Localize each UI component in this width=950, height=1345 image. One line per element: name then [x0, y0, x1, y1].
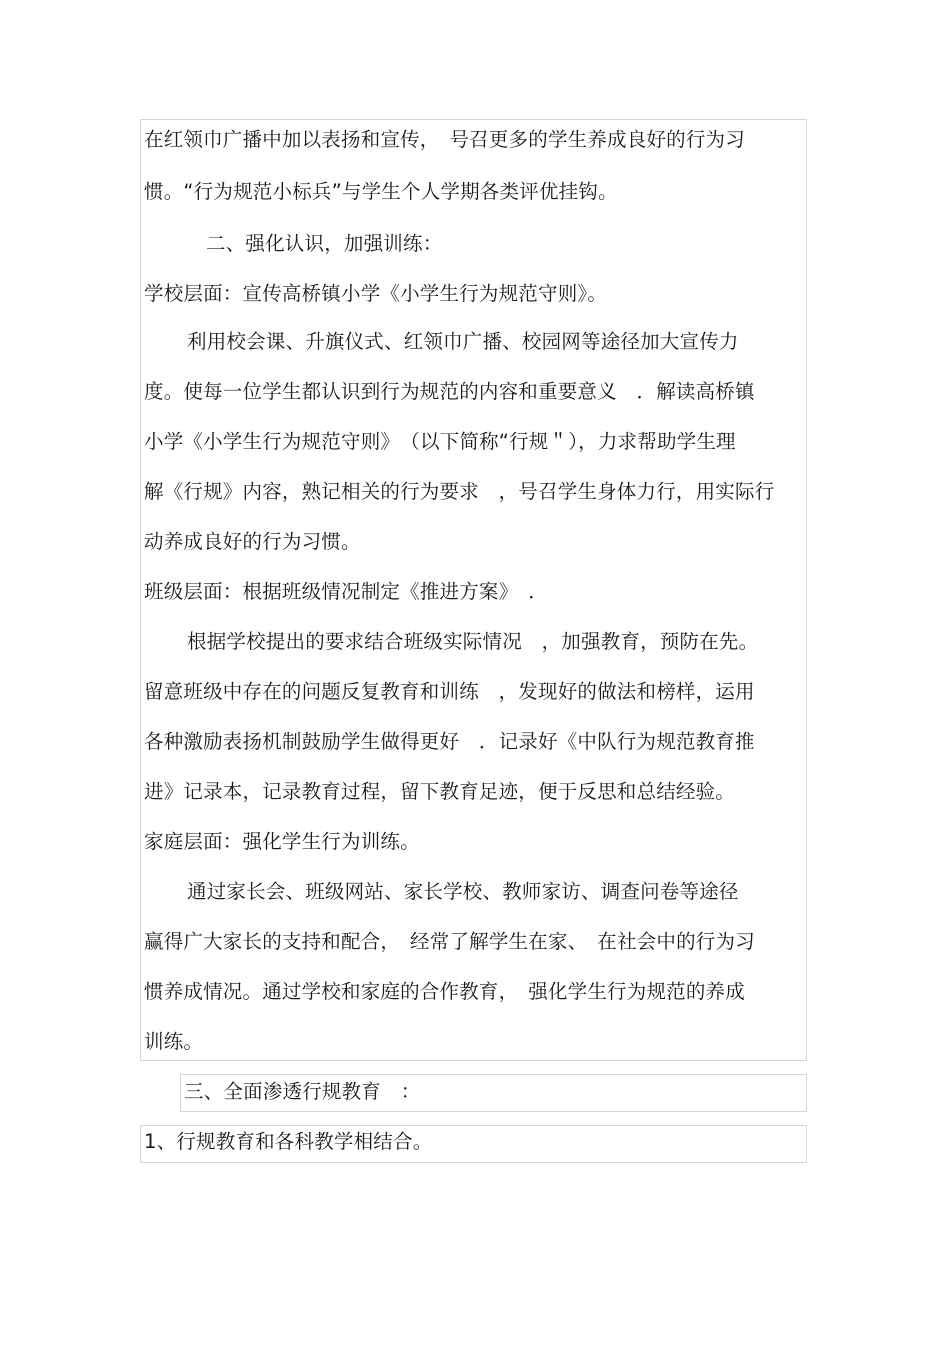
text-line: 进》记录本，记录教育过程，留下教育足迹，便于反思和总结经验。 — [144, 780, 736, 803]
text-line: 动养成良好的行为习惯。 — [144, 530, 361, 553]
text-line: 利用校会课、升旗仪式、红领巾广播、校园网等途径加大宣传力 — [187, 330, 739, 353]
text-line: 小学《小学生行为规范守则》 （以下简称“行规＂），力求帮助学生理 — [144, 430, 736, 453]
text-line: 各种激励表扬机制鼓励学生做得更好 ．记录好《中队行为规范教育推 — [144, 730, 755, 753]
text-line: 留意班级中存在的问题反复教育和训练 ，发现好的做法和榜样，运用 — [144, 680, 755, 703]
section-heading: 二、强化认识，加强训练： — [206, 232, 443, 255]
subsection-heading: 学校层面：宣传高桥镇小学《小学生行为规范守则》。 — [144, 282, 608, 305]
list-item: 1、行规教育和各科教学相结合。 — [144, 1130, 433, 1153]
text-line: 在红领巾广播中加以表扬和宣传， 号召更多的学生养成良好的行为习 — [144, 128, 745, 151]
text-line: 根据学校提出的要求结合班级实际情况 ，加强教育，预防在先。 — [187, 630, 759, 653]
subsection-heading: 家庭层面：强化学生行为训练。 — [144, 830, 420, 853]
text-line: 赢得广大家长的支持和配合， 经常了解学生在家、 在社会中的行为习 — [144, 930, 755, 953]
text-line: 训练。 — [144, 1030, 204, 1053]
text-line: 惯。“行为规范小标兵”与学生个人学期各类评优挂钩。 — [144, 180, 618, 203]
section-heading: 三、全面渗透行规教育 ： — [184, 1080, 421, 1103]
text-line: 惯养成情况。通过学校和家庭的合作教育， 强化学生行为规范的养成 — [144, 980, 745, 1003]
text-line: 通过家长会、班级网站、家长学校、教师家访、调查问卷等途径 — [187, 880, 739, 903]
subsection-heading: 班级层面：根据班级情况制定《推进方案》 ． — [144, 580, 548, 603]
text-line: 度。使每一位学生都认识到行为规范的内容和重要意义 ．解读高桥镇 — [144, 380, 755, 403]
text-line: 解《行规》内容，熟记相关的行为要求 ，号召学生身体力行，用实际行 — [144, 480, 775, 503]
